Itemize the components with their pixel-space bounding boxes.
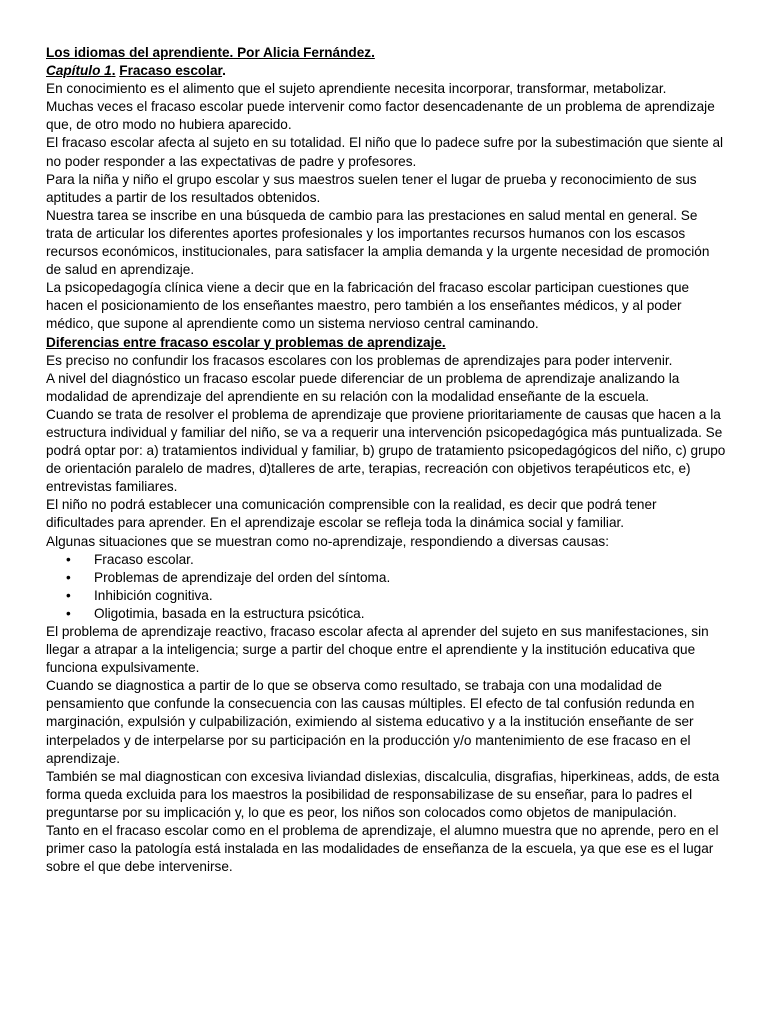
list-item xyxy=(66,605,728,623)
paragraph: El problema de aprendizaje reactivo, fracaso escolar afecta al aprender del sujeto en sus manifestaciones, sin llegar a atrapar a la inteligencia; surge a partir del choque entre el aprendiente y la institución educativa que funciona expulsivamente. xyxy=(46,624,709,676)
paragraph: Es preciso no confundir los fracasos escolares con los problemas de aprendizajes para poder intervenir. xyxy=(46,352,673,368)
paragraph: Nuestra tarea se inscribe en una búsqueda de cambio para las prestaciones en salud mental en general. Se trata de articular los diferentes aportes profesionales y los importantes recursos humanos con los escasos recursos económicos, institucionales, para satisfacer la amplia demanda y la urgente necesidad de promoción de salud en aprendizaje. xyxy=(46,207,710,278)
paragraph: También se mal diagnostican con excesiva liviandad dislexias, discalculia, disgrafias, hiperkineas, adds, de esta forma queda excluida para los maestros la posibilidad de responsabilizase de su enseñar, para lo padres el preguntarse por su implicación y, lo que es peor, los niños son colocados como objetos de manipulación. xyxy=(46,768,720,820)
paragraph: Algunas situaciones que se muestran como no-aprendizaje, respondiendo a diversas causas: xyxy=(46,533,609,549)
list-item-text: Problemas de aprendizaje del orden del síntoma. xyxy=(94,569,391,585)
chapter-label: Capítulo 1 xyxy=(46,63,112,79)
paragraph: A nivel del diagnóstico un fracaso escolar puede diferenciar de un problema de aprendizaje analizando la modalidad de aprendizaje del aprendiente en su relación con la modalidad enseñante de la escuela. xyxy=(46,370,680,404)
paragraph: Cuando se diagnostica a partir de lo que se observa como resultado, se trabaja con una modalidad de pensamiento que confunde la consecuencia con las causas múltiples. El efecto de tal confusión redunda en marginación, expulsión y culpabilización, eximiendo al sistema educativo y a la institución enseñante de ser interpelados y de interpelarse por su participación en la producción y/o mantenimiento de ese fracaso en el aprendizaje. xyxy=(46,678,695,766)
list-item-text: Fracaso escolar. xyxy=(94,551,194,567)
bullet-icon: • xyxy=(66,605,71,621)
paragraph: Tanto en el fracaso escolar como en el problema de aprendizaje, el alumno muestra que no aprende, pero en el primer caso la patología está instalada en las modalidades de enseñanza de la escuela, ya que ese es el lugar sobre el que debe intervenirse. xyxy=(46,823,719,875)
section-heading: Diferencias entre fracaso escolar y problemas de aprendizaje. xyxy=(46,334,446,350)
list-item-text: Inhibición cognitiva. xyxy=(94,587,213,603)
list-item xyxy=(66,569,728,587)
paragraph: El fracaso escolar afecta al sujeto en su totalidad. El niño que lo padece sufre por la subestimación que siente al no poder responder a las expectativas de padre y profesores. xyxy=(46,135,724,169)
bullet-icon: • xyxy=(66,587,71,603)
paragraph: La psicopedagogía clínica viene a decir que en la fabricación del fracaso escolar participan cuestiones que hacen el posicionamiento de los enseñantes maestro, pero también a los enseñantes médicos, y al poder médico, que supone al aprendiente como un sistema nervioso central caminando. xyxy=(46,280,690,332)
paragraph: Cuando se trata de resolver el problema de aprendizaje que proviene prioritariamente de causas que hacen a la estructura individual y familiar del niño, se va a requerir una intervención psicopedagógica más puntualizada. Se podrá optar por: a) tratamientos individual y familiar, b) grupo de tratamiento psicopedagógicos del niño, c) grupo de orientación paralelo de madres, d)talleres de arte, terapias, recreación con objetivos terapéuticos etc, e) entrevistas familiares. xyxy=(46,406,726,495)
list-item xyxy=(66,551,728,569)
bullet-icon: • xyxy=(66,569,71,585)
paragraph: Para la niña y niño el grupo escolar y sus maestros suelen tener el lugar de prueba y reconocimiento de sus aptitudes a partir de los resultados obtenidos. xyxy=(46,171,697,205)
bullet-list xyxy=(46,551,728,623)
chapter-separator: . xyxy=(111,63,116,79)
paragraph: Muchas veces el fracaso escolar puede intervenir como factor desencadenante de un problema de aprendizaje que, de otro modo no hubiera aparecido. xyxy=(46,99,715,133)
chapter-heading: Capítulo 1. Fracaso escolar. xyxy=(46,63,226,79)
paragraph: El niño no podrá establecer una comunicación comprensible con la realidad, es decir que podrá tener dificultades para aprender. En el aprendizaje escolar se refleja toda la dinámica social y familiar. xyxy=(46,497,657,531)
chapter-title: Fracaso escolar xyxy=(119,63,223,79)
paragraph: En conocimiento es el alimento que el sujeto aprendiente necesita incorporar, transformar, metabolizar. xyxy=(46,81,667,97)
bullet-icon: • xyxy=(66,551,71,567)
list-item xyxy=(66,587,728,605)
document-title: Los idiomas del aprendiente. Por Alicia Fernández. xyxy=(46,45,375,60)
list-item-text: Oligotimia, basada en la estructura psicótica. xyxy=(94,605,365,621)
